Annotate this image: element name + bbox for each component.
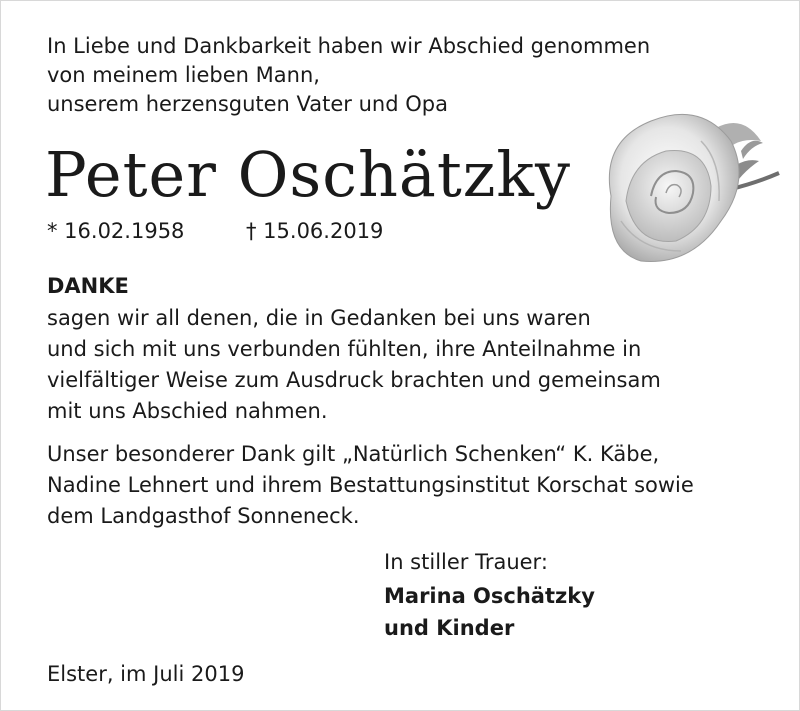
mourning-label: In stiller Trauer: <box>384 550 548 574</box>
intro-line-3: unserem herzensguten Vater und Opa <box>47 92 448 116</box>
intro-line-2: von meinem lieben Mann, <box>47 63 320 87</box>
special-thanks-line: Unser besonderer Dank gilt „Natürlich Schenken“ K. Käbe, <box>47 442 660 466</box>
thanks-body-line: sagen wir all denen, die in Gedanken bei uns waren <box>47 306 591 330</box>
place-date: Elster, im Juli 2019 <box>47 662 245 686</box>
mourner-name: Marina Oschätzky <box>384 584 595 608</box>
death-date: † 15.06.2019 <box>246 219 384 243</box>
thanks-body-line: mit uns Abschied nahmen. <box>47 399 328 423</box>
white-rose-icon <box>591 101 781 276</box>
birth-date: * 16.02.1958 <box>47 219 185 243</box>
thanks-body-line: vielfältiger Weise zum Ausdruck brachten und gemeinsam <box>47 368 661 392</box>
special-thanks-line: Nadine Lehnert und ihrem Bestattungsinstitut Korschat sowie <box>47 473 694 497</box>
thanks-heading: DANKE <box>47 274 129 298</box>
deceased-name: Peter Oschätzky <box>45 138 572 211</box>
thanks-body-line: und sich mit uns verbunden fühlten, ihre Anteilnahme in <box>47 337 642 361</box>
special-thanks-line: dem Landgasthof Sonneneck. <box>47 504 360 528</box>
intro-line-1: In Liebe und Dankbarkeit haben wir Abschied genommen <box>47 34 651 58</box>
mourner-family: und Kinder <box>384 616 515 640</box>
